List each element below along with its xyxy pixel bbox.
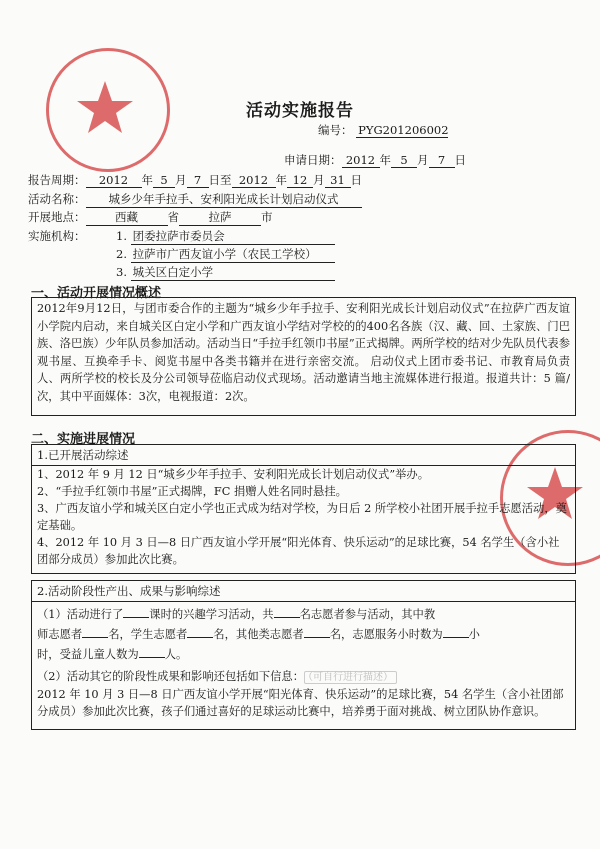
- activity-name-label: 活动名称：: [28, 192, 86, 206]
- output-text: 名，其他类志愿者: [213, 628, 304, 641]
- month-char: 月: [313, 173, 325, 187]
- apply-date-label: 申请日期：: [284, 153, 342, 167]
- org-item: [116, 246, 335, 263]
- period-end-day: 31: [325, 173, 351, 188]
- section1-box: [31, 297, 576, 416]
- blank-field: [123, 617, 149, 618]
- blank-field: [82, 637, 108, 638]
- section1-text: 2012年9月12日，与团市委合作的主题为“城乡少年手拉手、安利阳光成长计划启动仪式”在拉萨广西友谊小学院内启动，来自城关区白定小学和广西友谊小学结对学校的的400名各族（汉、藏、回、土家族、门巴族、洛巴族）少年队员参加活动。活动当日“手拉手红领巾书屋”正式揭牌。两所学校的结对少先队员代表参观书屋、互换牵手卡、阅览书屋中各类书籍并在进行亲密交流。 启动仪式上团市委书记、市教育局负责人、两所学校的校长及分公司领导莅临启动仪式现场。活动邀请当地主流媒体进行报道。报道共计：5 篇/次，其中平面媒体：3次，电视报道：2次。: [37, 302, 570, 403]
- year-char: 年: [141, 173, 153, 187]
- location-province: 西藏: [86, 209, 168, 226]
- month-char: 月: [175, 173, 187, 187]
- number-value: PYG201206002: [358, 123, 449, 137]
- period-start-month: 5: [153, 173, 175, 188]
- location-label: 开展地点：: [28, 210, 86, 224]
- number-label: 编号：: [318, 123, 353, 137]
- activity-name: [28, 191, 362, 208]
- section2-subheading-2: 2.活动阶段性产出、成果与影响综述: [32, 581, 575, 602]
- blank-field: [139, 657, 165, 658]
- report-period: [28, 172, 362, 188]
- org-item: [116, 264, 335, 281]
- output-text: 课时的兴趣学习活动，共: [149, 608, 274, 621]
- activity-name-value: 城乡少年手拉手、安利阳光成长计划启动仪式: [86, 191, 362, 208]
- period-end-year: 2012: [232, 173, 276, 188]
- period-start-year: 2012: [86, 173, 142, 188]
- blank-field: [304, 637, 330, 638]
- output-description: 2012 年 10 月 3 日—8 日广西友谊小学开展“阳光体育、快乐运动”的足球比赛，54 名学生（含小社团部分成员）参加此次比赛，孩子们通过喜好的足球运动比赛中，培养勇于面对挑战、树立团队协作意识。: [37, 688, 564, 718]
- output-text: （2）活动其它的阶段性成果和影响还包括如下信息：: [37, 670, 305, 683]
- day-char: 日: [454, 153, 466, 167]
- output-text: 名，学生志愿者: [108, 628, 188, 641]
- to-char: 至: [220, 173, 232, 187]
- section2-box: [31, 444, 576, 574]
- progress-item: 2、“手拉手红领巾书屋”正式揭牌，FC 捐赠人姓名同时悬挂。: [37, 485, 347, 498]
- day-char: 日: [208, 173, 220, 187]
- output-text: 人。: [164, 648, 188, 661]
- org-name: 团委拉萨市委员会: [131, 228, 335, 245]
- output-text: 名，志愿服务小时数为: [329, 628, 443, 641]
- progress-item: 1、2012 年 9 月 12 日“城乡少年手拉手、安利阳光成长计划启动仪式”举办。: [37, 468, 430, 481]
- progress-item: 4、2012 年 10 月 3 日—8 日广西友谊小学开展“阳光体育、快乐运动”的足球比赛，54 名学生（含小社团部分成员）参加此次比赛。: [37, 536, 560, 566]
- output-text: 名志愿者参与活动，其中教: [299, 608, 436, 621]
- progress-item: 3、广西友谊小学和城关区白定小学也正式成为结对学校，为日后 2 所学校小社团开展手拉手志愿活动，奠定基础。: [37, 502, 567, 532]
- period-start-day: 7: [187, 173, 209, 188]
- output-text: 师志愿者: [37, 628, 83, 641]
- output-stats: [32, 602, 575, 665]
- year-char: 年: [379, 153, 391, 167]
- apply-year: 2012: [342, 153, 380, 168]
- year-char: 年: [275, 173, 287, 187]
- section2-output-box: [31, 580, 576, 730]
- apply-month: 5: [391, 153, 417, 168]
- page-title: 活动实施报告: [246, 101, 354, 121]
- province-char: 省: [167, 210, 179, 224]
- org-name: 拉萨市广西友谊小学（农民工学校）: [131, 246, 335, 263]
- apply-day: 7: [429, 153, 455, 168]
- org-num: 3.: [116, 265, 127, 279]
- report-number: [318, 122, 448, 138]
- period-end-month: 12: [287, 173, 313, 188]
- output-text: 小: [468, 628, 480, 641]
- output-text: （1）活动进行了: [37, 608, 124, 621]
- hint-placeholder: （可自行进行描述）: [304, 671, 397, 684]
- blank-field: [274, 617, 300, 618]
- month-char: 月: [417, 153, 429, 167]
- section1-heading: 一、活动开展情况概述: [31, 286, 162, 301]
- period-label: 报告周期：: [28, 173, 86, 187]
- output-other: [32, 668, 575, 686]
- output-text: 时，受益儿童人数为: [37, 648, 139, 661]
- org-item: [116, 228, 335, 245]
- org-label: 实施机构：: [28, 229, 86, 243]
- section2-subheading-1: 1.已开展活动综述: [32, 445, 575, 466]
- location-city: 拉萨: [179, 209, 261, 226]
- org-num: 2.: [116, 247, 127, 261]
- city-char: 市: [261, 210, 273, 224]
- section2-heading: 二、实施进展情况: [31, 432, 136, 447]
- org-name: 城关区白定小学: [131, 264, 335, 281]
- blank-field: [443, 637, 469, 638]
- location: [28, 209, 273, 226]
- day-char: 日: [350, 173, 362, 187]
- apply-date: [284, 152, 466, 168]
- org-num: 1.: [116, 229, 127, 243]
- blank-field: [187, 637, 213, 638]
